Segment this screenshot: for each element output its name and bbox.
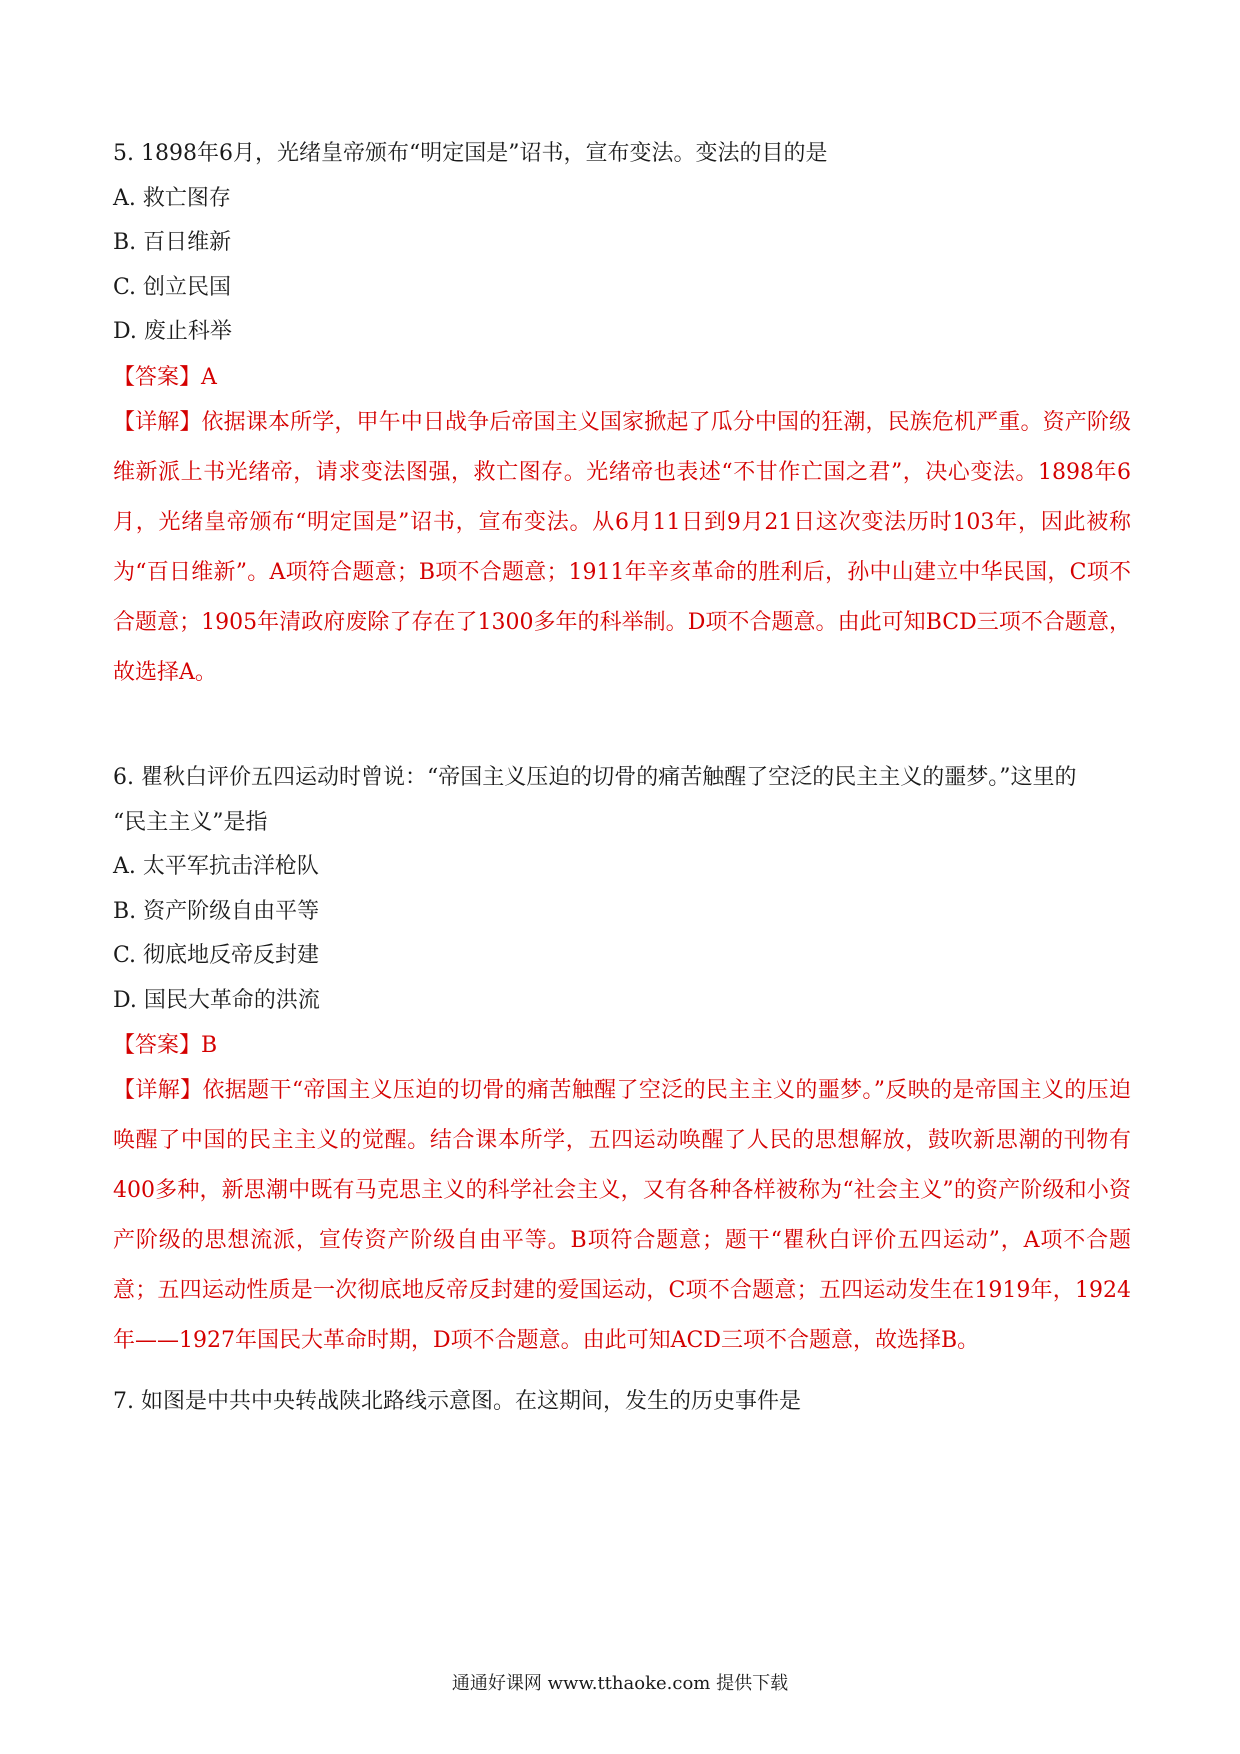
q6-option-b: B. 资产阶级自由平等 [113, 899, 320, 924]
q6-option-a: A. 太平军抗击洋枪队 [113, 854, 319, 879]
q5-option-c: C. 创立民国 [113, 275, 232, 300]
q6-answer [113, 1031, 217, 1061]
q5-answer-value: A [201, 365, 217, 390]
q5-option-a: A. 救亡图存 [113, 186, 231, 211]
q5-detail-text: 依据课本所学，甲午中日战争后帝国主义国家掀起了瓜分中国的狂潮，民族危机严重。资产阶级维新派上书光绪帝，请求变法图强，救亡图存。光绪帝也表述“不甘作亡国之君”，决心变法。1898年6月，光绪皇帝颁布“明定国是”诏书，宣布变法。从6月11日到9月21日这次变法历时103年，因此被称为“百日维新”。A项符合题意；B项不合题意；1911年辛亥革命的胜利后，孙中山建立中华民国，C项不合题意；1905年清政府废除了存在了1300多年的科举制。D项不合题意。由此可知BCD三项不合题意，故选择A。 [113, 410, 1131, 685]
q5-option-d: D. 废止科举 [113, 319, 232, 344]
q5-detail-tag: 【详解】 [113, 410, 202, 435]
q6-answer-value: B [201, 1033, 218, 1058]
q6-detail-tag: 【详解】 [113, 1078, 203, 1103]
page-footer: 通通好课网 www.tthaoke.com 提供下载 [451, 1673, 789, 1694]
q6-answer-tag: 【答案】 [113, 1033, 202, 1058]
q6-option-c: C. 彻底地反帝反封建 [113, 943, 320, 968]
q6-detail [113, 1066, 1131, 1366]
q6-option-d: D. 国民大革命的洪流 [113, 988, 320, 1013]
q6-stem-line2: “民主主义”是指 [113, 810, 268, 835]
q5-answer [113, 363, 217, 393]
q5-answer-tag: 【答案】 [113, 365, 202, 390]
q5-detail [113, 398, 1131, 698]
q7-stem: 7. 如图是中共中央转战陕北路线示意图。在这期间，发生的历史事件是 [113, 1389, 801, 1414]
q5-option-b: B. 百日维新 [113, 230, 232, 255]
q5-stem: 5. 1898年6月，光绪皇帝颁布“明定国是”诏书，宣布变法。变法的目的是 [113, 141, 828, 166]
q6-detail-text: 依据题干“帝国主义压迫的切骨的痛苦触醒了空泛的民主主义的噩梦。”反映的是帝国主义的压迫唤醒了中国的民主主义的觉醒。结合课本所学，五四运动唤醒了人民的思想解放，鼓吹新思潮的刊物有400多种，新思潮中既有马克思主义的科学社会主义，又有各种各样被称为“社会主义”的资产阶级和小资产阶级的思想流派，宣传资产阶级自由平等。B项符合题意；题干“瞿秋白评价五四运动”，A项不合题意；五四运动性质是一次彻底地反帝反封建的爱国运动，C项不合题意；五四运动发生在1919年，1924年——1927年国民大革命时期，D项不合题意。由此可知ACD三项不合题意，故选择B。 [113, 1078, 1131, 1353]
q6-stem-line1: 6. 瞿秋白评价五四运动时曾说：“帝国主义压迫的切骨的痛苦触醒了空泛的民主主义的噩梦。”这里的 [113, 765, 1077, 790]
